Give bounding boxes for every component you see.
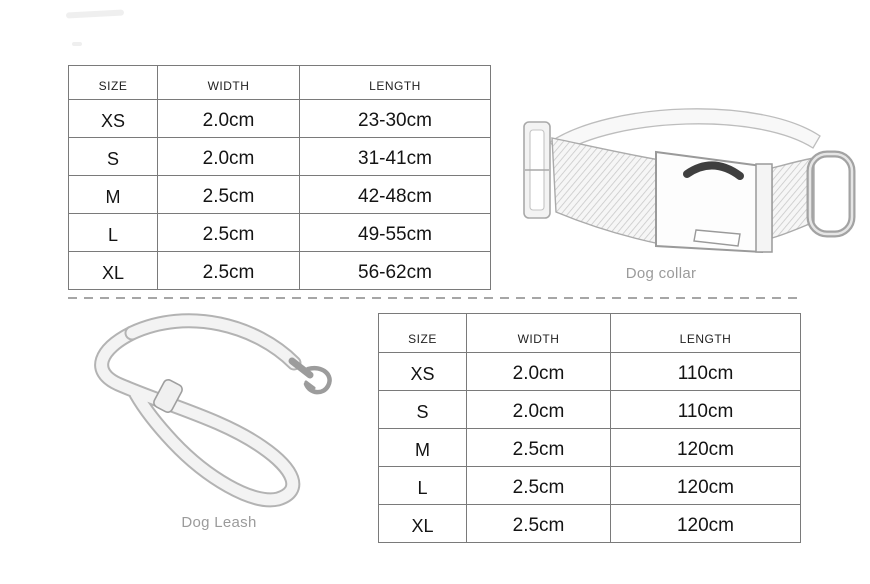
size-cell: L [69,214,158,252]
table-row [379,467,801,505]
dog-collar-sketch [510,80,860,265]
length-cell: 120cm [611,505,801,543]
width-cell: 2.5cm [467,505,611,543]
dog-leash-sketch [70,303,385,518]
width-cell: 2.5cm [467,429,611,467]
width-cell: 2.0cm [467,353,611,391]
length-cell: 23-30cm [300,100,491,138]
width-cell: 2.5cm [158,252,300,290]
size-cell: XL [69,252,158,290]
width-cell: 2.5cm [467,467,611,505]
collar-slider [524,122,550,218]
table-row [69,252,491,290]
scan-smudge [72,42,82,46]
table-row [379,505,801,543]
table-row [69,138,491,176]
collar-buckle [656,152,772,252]
size-cell: XS [379,353,467,391]
length-cell: 56-62cm [300,252,491,290]
size-column-header: SIZE [379,314,467,353]
table-row [69,100,491,138]
width-cell: 2.5cm [158,176,300,214]
leash-snap-hook [292,361,330,392]
length-cell: 110cm [611,391,801,429]
size-column-header: SIZE [69,66,158,100]
table-row [379,353,801,391]
width-column-header: WIDTH [158,66,300,100]
size-cell: M [379,429,467,467]
width-column-header: WIDTH [467,314,611,353]
table-row [379,391,801,429]
size-cell: M [69,176,158,214]
table-row [69,214,491,252]
dog-collar-illustration [510,80,860,265]
collar-caption: Dog collar [625,265,697,282]
leash-table-header-row [379,314,801,353]
size-cell: S [69,138,158,176]
width-cell: 2.0cm [158,138,300,176]
width-cell: 2.0cm [467,391,611,429]
leash-strap [102,321,294,500]
size-cell: XL [379,505,467,543]
length-cell: 120cm [611,429,801,467]
length-column-header: LENGTH [300,66,491,100]
length-cell: 42-48cm [300,176,491,214]
table-row [69,176,491,214]
size-cell: XS [69,100,158,138]
length-cell: 120cm [611,467,801,505]
length-cell: 31-41cm [300,138,491,176]
size-cell: L [379,467,467,505]
size-cell: S [379,391,467,429]
width-cell: 2.0cm [158,100,300,138]
scan-smudge [66,9,124,18]
dog-leash-illustration [70,303,385,518]
collar-size-table [68,65,491,290]
leash-caption: Dog Leash [181,514,257,531]
table-row [379,429,801,467]
leash-size-table [378,313,801,543]
length-cell: 110cm [611,353,801,391]
width-cell: 2.5cm [158,214,300,252]
collar-table-header-row [69,66,491,100]
length-cell: 49-55cm [300,214,491,252]
collar-d-ring [810,154,852,234]
dashed-divider [68,297,800,299]
length-column-header: LENGTH [611,314,801,353]
